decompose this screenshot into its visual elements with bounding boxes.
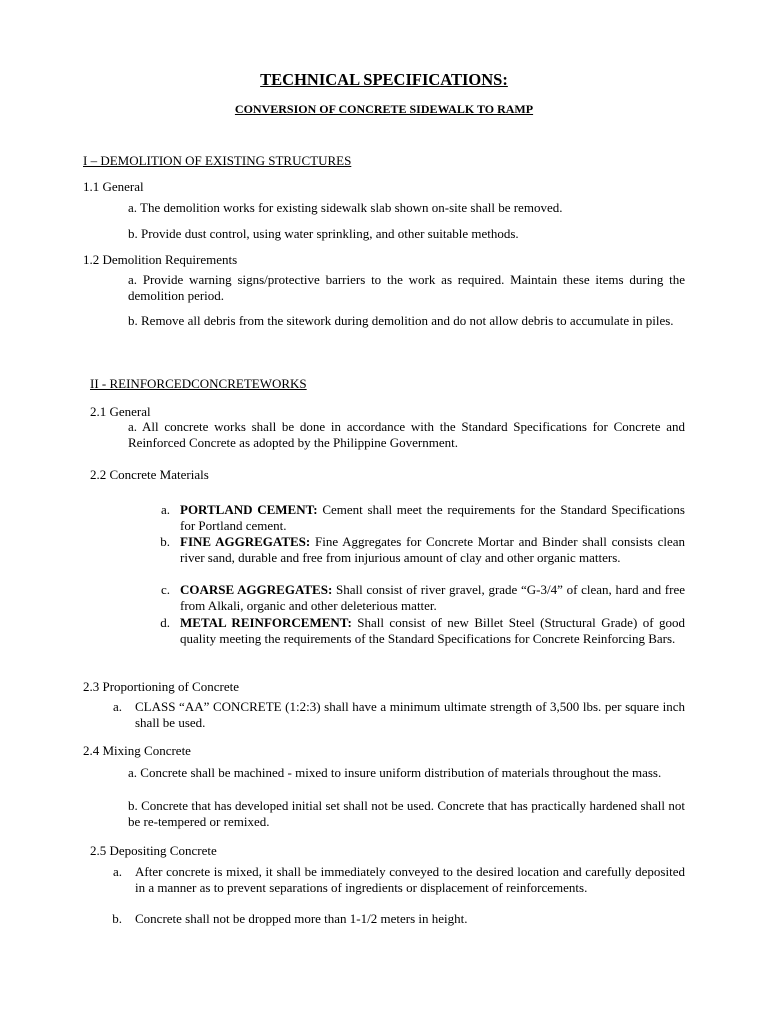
- material-item-metal-reinforcement: [180, 615, 685, 646]
- list-marker: d.: [160, 615, 170, 630]
- material-item-portland-cement: [180, 502, 685, 533]
- section-heading-demolition: I – DEMOLITION OF EXISTING STRUCTURES: [83, 153, 352, 168]
- subsection-label-2-3: 2.3 Proportioning of Concrete: [83, 679, 239, 694]
- material-description: Fine Aggregates for Concrete Mortar and Binder shall consists clean river sand, durable and free from injurious amount of clay and other organic matters.: [180, 534, 685, 565]
- list-marker: b.: [112, 911, 122, 926]
- material-item-fine-aggregates: [180, 534, 685, 565]
- paragraph-2-5-b: Concrete shall not be dropped more than 1-1/2 meters in height.: [135, 911, 468, 926]
- paragraph-1-1-a: a. The demolition works for existing sidewalk slab shown on-site shall be removed.: [128, 200, 563, 215]
- document-subtitle: CONVERSION OF CONCRETE SIDEWALK TO RAMP: [234, 102, 534, 116]
- material-item-coarse-aggregates: [180, 582, 685, 613]
- document-title: TECHNICAL SPECIFICATIONS:: [260, 70, 508, 89]
- subsection-label-2-5: 2.5 Depositing Concrete: [90, 843, 217, 858]
- list-marker: c.: [160, 582, 170, 597]
- subsection-label-2-2: 2.2 Concrete Materials: [90, 467, 209, 482]
- material-term: COARSE AGGREGATES:: [180, 582, 333, 597]
- list-marker: a.: [112, 864, 122, 879]
- material-description: Shall consist of river gravel, grade “G-3/4” of clean, hard and free from Alkali, organic and other deleterious matter.: [180, 582, 685, 613]
- paragraph-2-5-a: After concrete is mixed, it shall be immediately conveyed to the desired location and carefully deposited in a manner as to prevent separations of ingredients or displacement of reinforcements.: [135, 864, 685, 895]
- subsection-label-2-1: 2.1 General: [90, 404, 151, 419]
- list-marker: a.: [112, 699, 122, 714]
- paragraph-2-1-a: a. All concrete works shall be done in accordance with the Standard Specifications for Concrete and Reinforced Concrete as adopted by the Philippine Government.: [128, 419, 685, 450]
- paragraph-2-3-a: CLASS “AA” CONCRETE (1:2:3) shall have a minimum ultimate strength of 3,500 lbs. per square inch shall be used.: [135, 699, 685, 730]
- paragraph-1-2-b: b. Remove all debris from the sitework during demolition and do not allow debris to accumulate in piles.: [128, 313, 674, 328]
- material-term: METAL REINFORCEMENT:: [180, 615, 352, 630]
- paragraph-1-2-a: a. Provide warning signs/protective barriers to the work as required. Maintain these items during the demolition period.: [128, 272, 685, 303]
- paragraph-2-4-a: a. Concrete shall be machined - mixed to insure uniform distribution of materials throughout the mass.: [128, 765, 662, 780]
- list-marker: a.: [160, 502, 170, 517]
- material-description: Cement shall meet the requirements for the Standard Specifications for Portland cement.: [180, 502, 685, 533]
- section-heading-concrete-works: II - REINFORCEDCONCRETEWORKS: [90, 376, 307, 391]
- material-term: PORTLAND CEMENT:: [180, 502, 318, 517]
- paragraph-2-4-b: b. Concrete that has developed initial set shall not be used. Concrete that has practically hardened shall not be re-tempered or remixed.: [128, 798, 685, 829]
- subsection-label-1-1: 1.1 General: [83, 179, 144, 194]
- material-term: FINE AGGREGATES:: [180, 534, 311, 549]
- paragraph-1-1-b: b. Provide dust control, using water sprinkling, and other suitable methods.: [128, 226, 519, 241]
- material-description: Shall consist of new Billet Steel (Structural Grade) of good quality meeting the requirements of the Standard Specifications for Concrete Reinforcing Bars.: [180, 615, 685, 646]
- subsection-label-2-4: 2.4 Mixing Concrete: [83, 743, 191, 758]
- list-marker: b.: [160, 534, 170, 549]
- subsection-label-1-2: 1.2 Demolition Requirements: [83, 252, 238, 267]
